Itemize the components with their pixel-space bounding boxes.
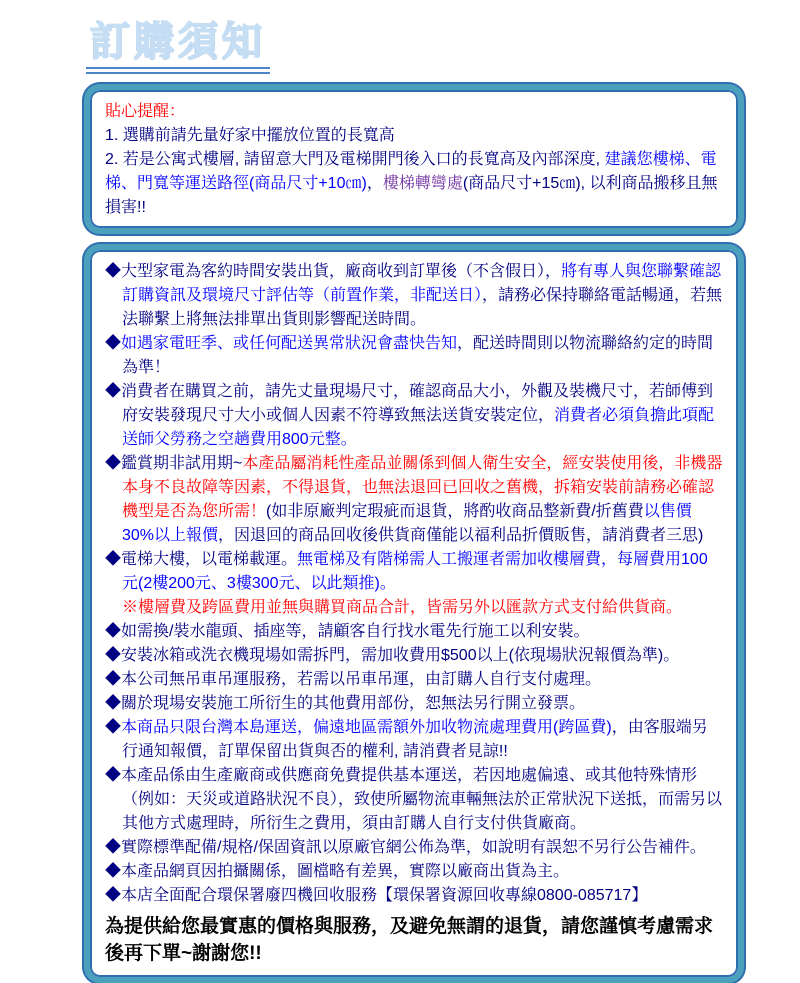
text-segment: ※樓層費及跨區費用並無與購買商品合計，皆需另外以匯款方式支付給供貨商。 bbox=[122, 599, 683, 616]
text-segment: 建議您樓梯、電梯、門寬等運送路徑(商品尺寸+10㎝) bbox=[105, 151, 717, 192]
text-segment: ◆如需換/裝水龍頭、插座等，請顧客自行找水電先行施工以利安裝。 bbox=[105, 623, 590, 640]
text-segment: ，由客服端另行通知報價，訂單保留出貨與否的權利, 請消費者見諒!! bbox=[122, 719, 708, 760]
text-segment: 1. 選購前請先量好家中擺放位置的長寬高 bbox=[105, 127, 395, 144]
notice-line bbox=[105, 148, 723, 220]
notice-line bbox=[105, 764, 723, 836]
notice-line bbox=[105, 692, 723, 716]
text-segment: 本產品屬消耗性產品並關係到個人衛生安全，經安裝使用後，非機器本身不良故障等因素，不得退貨，也無法退回已回收之舊機，拆箱安裝前請務必確認機型是否為您所需！ bbox=[122, 455, 723, 520]
text-segment: 本商品只限台灣本島運送，偏遠地區需額外加收物流處理費用(跨區費) bbox=[121, 719, 612, 736]
reminder-box bbox=[84, 84, 744, 234]
text-segment: 樓梯轉彎處 bbox=[382, 175, 463, 192]
text-segment: 以售價30%以上報價 bbox=[122, 503, 692, 544]
notice-line bbox=[105, 668, 723, 692]
text-segment: ◆實際標準配備/規格/保固資訊以原廠官網公佈為準，如說明有誤恕不另行公告補件。 bbox=[105, 839, 706, 856]
notice-line bbox=[105, 716, 723, 764]
text-segment: ，因退回的商品回收後供貨商僅能以福利品折價販售，請消費者三思) bbox=[218, 527, 704, 544]
text-segment: ◆ bbox=[105, 719, 122, 736]
notice-line bbox=[105, 548, 723, 596]
text-segment: ◆大型家電為客約時間安裝出貨，廠商收到訂單後（不含假日）， bbox=[105, 263, 562, 280]
text-segment: ， bbox=[366, 175, 383, 192]
page-title: 訂購須知 bbox=[90, 10, 266, 67]
notice-line bbox=[105, 124, 723, 148]
notice-line bbox=[105, 860, 723, 884]
text-segment: ◆本店全面配合環保署廢四機回收服務【環保署資源回收專線0800-085717】 bbox=[105, 887, 648, 904]
text-segment: ，配送時間則以物流聯絡約定的時間為準！ bbox=[122, 335, 714, 376]
text-segment: 消費者必須負擔此項配送師父勞務之空趟費用800元整。 bbox=[122, 407, 715, 448]
notice-line bbox=[105, 452, 723, 548]
text-segment: ，請務必保持聯絡電話暢通，若無法聯繫上將無法排單出貨則影響配送時間。 bbox=[122, 287, 723, 328]
text-segment: 無電梯及有階梯需人工搬運者需加收樓層費，每層費用100元(2樓200元、3樓300元、以此類推)。 bbox=[122, 551, 708, 592]
notice-line bbox=[105, 332, 723, 380]
reminder-lines bbox=[105, 124, 723, 220]
notice-line bbox=[105, 620, 723, 644]
text-segment: ◆本公司無吊車吊運服務，若需以吊車吊運，由訂購人自行支付處理。 bbox=[105, 671, 602, 688]
notice-line bbox=[105, 380, 723, 452]
notice-bullets bbox=[105, 260, 723, 908]
notice-line bbox=[105, 836, 723, 860]
title-underline bbox=[86, 67, 270, 74]
reminder-heading: 貼心提醒： bbox=[105, 103, 186, 120]
text-segment: (商品尺寸+15㎝), 以利商品搬移且無損害!! bbox=[105, 175, 718, 216]
text-segment: 2. 若是公寓式樓層, 請留意大門及電梯開門後入口的長寬高及內部深度, bbox=[105, 151, 605, 168]
notice-line bbox=[105, 644, 723, 668]
text-segment: ◆本產品網頁因拍攝關係，圖檔略有差異，實際以廠商出貨為主。 bbox=[105, 863, 570, 880]
text-segment: (如非原廠判定瑕疵而退貨，將酌收商品整新費/折舊費 bbox=[266, 503, 644, 520]
notice-line bbox=[105, 260, 723, 332]
text-segment: ◆本產品係由生產廠商或供應商免費提供基本運送，若因地處偏遠、或其他特殊情形（例如：天災或道路狀況不良），致使所屬物流車輛無法於正常狀況下送抵，而需另以其他方式處理時，所衍生之費用，須由訂購人自行支付供貨廠商。 bbox=[105, 767, 723, 832]
text-segment: 如遇家電旺季、或任何配送異常狀況會盡快告知 bbox=[121, 335, 458, 352]
footer-note: 為提供給您最實惠的價格與服務，及避免無謂的退貨，請您謹慎考慮需求後再下單~謝謝您!! bbox=[105, 916, 714, 964]
notice-line bbox=[105, 884, 723, 908]
text-segment: 將有專人與您聯繫確認訂購資訊及環境尺寸評估等（前置作業，非配送日） bbox=[122, 263, 722, 304]
text-segment: ◆ bbox=[105, 335, 122, 352]
text-segment: ◆鑑賞期非試用期~ bbox=[105, 455, 243, 472]
notice-box bbox=[84, 244, 744, 983]
text-segment: ◆安裝冰箱或洗衣機現場如需拆門，需加收費用$500以上(依現場狀況報價為準)。 bbox=[105, 647, 680, 664]
notice-line bbox=[105, 596, 723, 620]
text-segment: ◆關於現場安裝施工所衍生的其他費用部份，恕無法另行開立發票。 bbox=[105, 695, 586, 712]
text-segment: ◆電梯大樓，以電梯載運。 bbox=[105, 551, 298, 568]
text-segment: ◆消費者在購買之前，請先丈量現場尺寸，確認商品大小，外觀及裝機尺寸，若師傅到府安裝發現尺寸大小或個人因素不符導致無法送貨安裝定位， bbox=[105, 383, 714, 424]
